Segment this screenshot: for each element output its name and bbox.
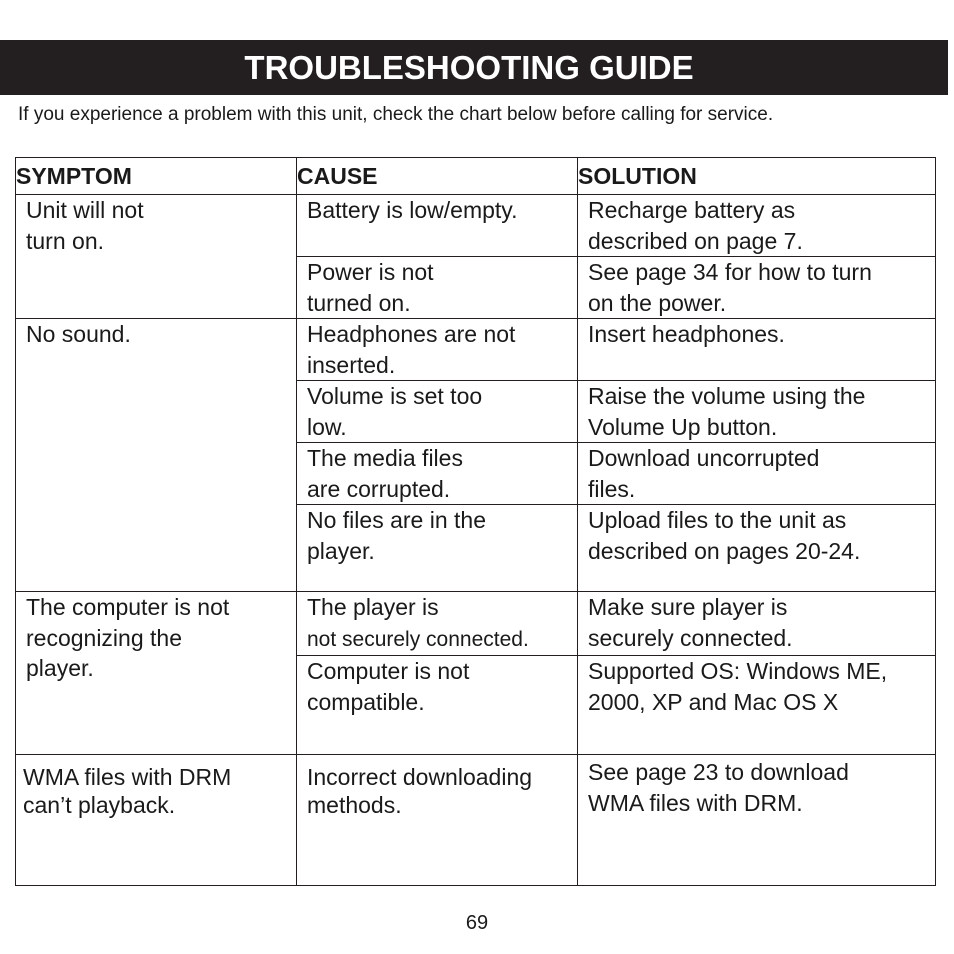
text-line: The media files xyxy=(307,445,463,471)
cause-cell xyxy=(297,592,578,656)
text-line: not securely connected. xyxy=(307,627,529,651)
solution-cell xyxy=(578,505,936,592)
solution-text xyxy=(588,505,927,566)
text-line: Computer is not xyxy=(307,658,470,684)
text-line: turn on. xyxy=(26,227,104,254)
cause-cell xyxy=(297,195,578,257)
solution-text xyxy=(588,656,927,717)
text-line: Recharge battery as xyxy=(588,197,796,223)
header-cause: CAUSE xyxy=(297,158,578,195)
text-line: player. xyxy=(307,537,375,564)
symptom-cell xyxy=(16,592,297,755)
text-line: See page 23 to download xyxy=(588,759,849,785)
cause-text xyxy=(307,656,569,717)
symptom-cell xyxy=(16,755,297,886)
symptom-cell xyxy=(16,195,297,319)
symptom-text xyxy=(26,319,288,350)
cause-cell xyxy=(297,755,578,886)
text-line: turned on. xyxy=(307,289,411,316)
cause-cell xyxy=(297,656,578,755)
text-line: methods. xyxy=(307,792,402,818)
text-line: Download uncorrupted xyxy=(588,445,820,471)
cause-text xyxy=(307,443,569,504)
text-line: Raise the volume using the xyxy=(588,383,866,409)
cause-cell xyxy=(297,319,578,381)
solution-text xyxy=(588,381,927,442)
cause-cell xyxy=(297,381,578,443)
text-line: Supported OS: Windows ME, xyxy=(588,658,888,684)
text-line: securely connected. xyxy=(588,624,793,651)
solution-cell xyxy=(578,319,936,381)
text-line: No files are in the xyxy=(307,507,486,533)
page-number: 69 xyxy=(465,912,489,934)
text-line: No sound. xyxy=(26,321,131,347)
text-line: Volume is set too xyxy=(307,383,483,409)
table-row xyxy=(16,755,936,886)
table-header-row xyxy=(16,158,936,195)
text-line: recognizing the xyxy=(26,624,182,651)
text-line: Headphones are not xyxy=(307,321,516,347)
text-line: Volume Up button. xyxy=(588,413,778,440)
text-line: player. xyxy=(26,655,94,681)
page-title: TROUBLESHOOTING GUIDE xyxy=(244,48,694,86)
header-symptom: SYMPTOM xyxy=(16,158,297,195)
text-line: on the power. xyxy=(588,289,727,316)
solution-cell xyxy=(578,656,936,755)
text-line: See page 34 for how to turn xyxy=(588,259,872,285)
page-title-bar xyxy=(0,40,948,95)
cause-text xyxy=(307,257,569,318)
text-line: Make sure player is xyxy=(588,594,788,620)
table-row xyxy=(16,592,936,656)
cause-cell xyxy=(297,257,578,319)
cause-cell xyxy=(297,505,578,592)
solution-text xyxy=(588,592,927,653)
solution-text xyxy=(588,319,927,350)
solution-cell xyxy=(578,257,936,319)
table-row xyxy=(16,195,936,257)
text-line: described on page 7. xyxy=(588,227,803,254)
text-line: WMA files with DRM. xyxy=(588,789,803,816)
solution-text xyxy=(588,755,927,818)
text-line: described on pages 20-24. xyxy=(588,537,861,564)
troubleshooting-table xyxy=(15,157,936,886)
text-line: files. xyxy=(588,475,636,502)
solution-text xyxy=(588,257,927,318)
text-line: Upload files to the unit as xyxy=(588,507,847,533)
cause-text xyxy=(307,505,569,566)
text-line: 2000, XP and Mac OS X xyxy=(588,688,839,715)
text-line: are corrupted. xyxy=(307,475,451,502)
text-line: Battery is low/empty. xyxy=(307,197,518,223)
header-solution: SOLUTION xyxy=(578,158,936,195)
text-line: compatible. xyxy=(307,688,425,715)
cause-text xyxy=(307,319,569,380)
cause-text xyxy=(307,592,569,655)
text-line: Insert headphones. xyxy=(588,321,785,347)
symptom-text xyxy=(23,755,288,819)
symptom-text xyxy=(26,592,288,684)
solution-cell xyxy=(578,381,936,443)
text-line: Power is not xyxy=(307,259,434,285)
symptom-cell xyxy=(16,319,297,592)
cause-cell xyxy=(297,443,578,505)
solution-cell xyxy=(578,755,936,886)
solution-text xyxy=(588,443,927,504)
cause-text xyxy=(307,381,569,442)
solution-cell xyxy=(578,592,936,656)
text-line: low. xyxy=(307,413,347,440)
table-row xyxy=(16,319,936,381)
cause-text xyxy=(307,755,569,819)
intro-text: If you experience a problem with this unit, check the chart below before calling for service. xyxy=(18,104,774,125)
text-line: WMA files with DRM xyxy=(23,764,232,790)
symptom-text xyxy=(26,195,288,256)
text-line: The computer is not xyxy=(26,594,230,620)
solution-text xyxy=(588,195,927,256)
solution-cell xyxy=(578,195,936,257)
solution-cell xyxy=(578,443,936,505)
text-line: The player is xyxy=(307,594,439,620)
text-line: inserted. xyxy=(307,351,396,378)
text-line: can’t playback. xyxy=(23,792,176,818)
text-line: Incorrect downloading xyxy=(307,764,533,790)
cause-text xyxy=(307,195,569,226)
text-line: Unit will not xyxy=(26,197,144,223)
